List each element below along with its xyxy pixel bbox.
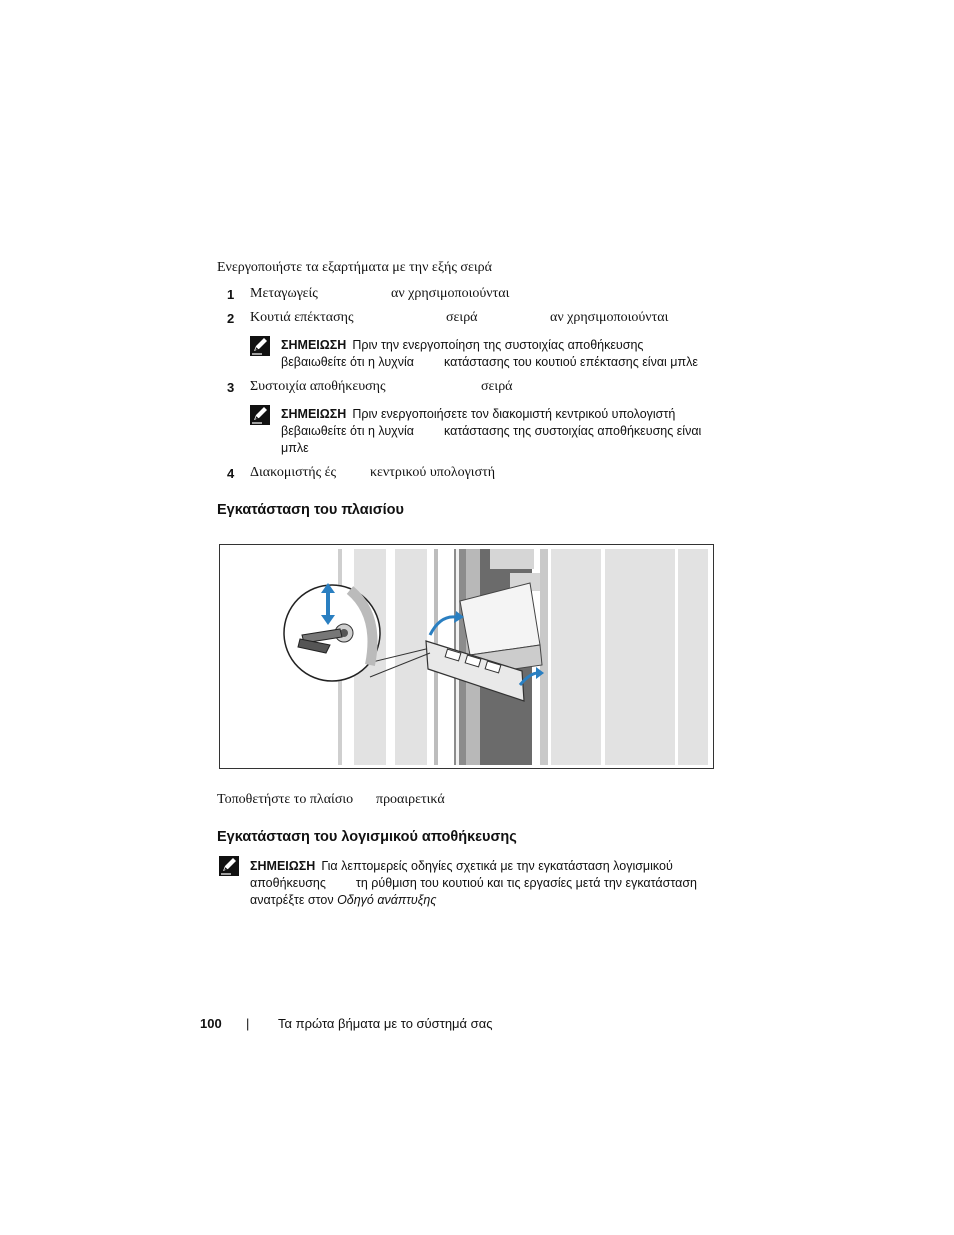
note-2 <box>281 406 721 457</box>
bezel-installation-figure <box>219 544 714 769</box>
note-3-line2b: τη ρύθμιση του κουτιού και τις εργασίες μετά την εγκατάσταση <box>355 876 698 890</box>
step-2-text-c: αν χρησιμοποιούνται <box>550 310 669 325</box>
step-1-text-b: αν χρησιμοποιούνται <box>391 286 510 301</box>
figure-caption-a: Τοποθετήστε το πλαίσιο <box>217 792 354 807</box>
step-number: 2 <box>227 311 235 326</box>
footer-separator: | <box>246 1016 250 1031</box>
step-number: 4 <box>227 466 235 481</box>
note-pencil-icon <box>219 856 239 881</box>
bezel-illustration <box>220 545 713 768</box>
step-2-text-b: σειρά <box>446 310 478 325</box>
rack-panel <box>395 549 427 765</box>
section-heading-software: Εγκατάσταση του λογισμικού αποθήκευσης <box>217 829 517 845</box>
step-number: 3 <box>227 380 235 395</box>
note-1-line1: Πριν την ενεργοποίηση της συστοιχίας αποθήκευσης <box>352 338 644 352</box>
step-3-text-a: Συστοιχία αποθήκευσης <box>250 379 386 394</box>
page-number: 100 <box>200 1016 222 1031</box>
step-number: 1 <box>227 287 235 302</box>
note-label: ΣΗΜΕΙΩΣΗ <box>281 338 347 352</box>
section-heading-bezel: Εγκατάσταση του πλαισίου <box>217 502 404 518</box>
note-2-line2b: κατάστασης της συστοιχίας αποθήκευσης είναι <box>444 424 702 438</box>
note-1-line2b: κατάστασης του κουτιού επέκτασης είναι μπλε <box>444 355 698 369</box>
note-1 <box>281 337 721 371</box>
step-2-text-a: Κουτιά επέκτασης <box>250 310 354 325</box>
step-1-text-a: Μεταγωγείς <box>250 286 318 301</box>
note-label: ΣΗΜΕΙΩΣΗ <box>250 859 316 873</box>
footer-title: Τα πρώτα βήματα με το σύστημά σας <box>278 1016 493 1031</box>
note-3-guide-title: Οδηγό ανάπτυξης <box>337 893 437 907</box>
note-label: ΣΗΜΕΙΩΣΗ <box>281 407 347 421</box>
step-3-text-b: σειρά <box>481 379 513 394</box>
note-3-line2a: αποθήκευσης <box>250 876 326 890</box>
note-2-line2a: βεβαιωθείτε ότι η λυχνία <box>281 424 414 438</box>
note-1-line2a: βεβαιωθείτε ότι η λυχνία <box>281 355 414 369</box>
note-pencil-icon <box>250 405 270 430</box>
note-3-line1: Για λεπτομερείς οδηγίες σχετικά με την εγκατάσταση λογισμικού <box>321 859 673 873</box>
note-3-line3a: ανατρέξτε στον <box>250 893 334 907</box>
figure-caption-b: προαιρετικά <box>376 792 445 807</box>
note-3 <box>250 858 720 909</box>
arrow-icon <box>430 617 456 635</box>
intro-text: Ενεργοποιήστε τα εξαρτήματα με την εξής σειρά <box>217 260 492 275</box>
step-4-text-b: κεντρικού υπολογιστή <box>370 465 496 480</box>
note-2-line3: μπλε <box>281 441 309 455</box>
note-2-line1: Πριν ενεργοποιήσετε τον διακομιστή κεντρικού υπολογιστή <box>352 407 676 421</box>
note-pencil-icon <box>250 336 270 361</box>
step-4-text-a: Διακομιστής ές <box>250 465 337 480</box>
